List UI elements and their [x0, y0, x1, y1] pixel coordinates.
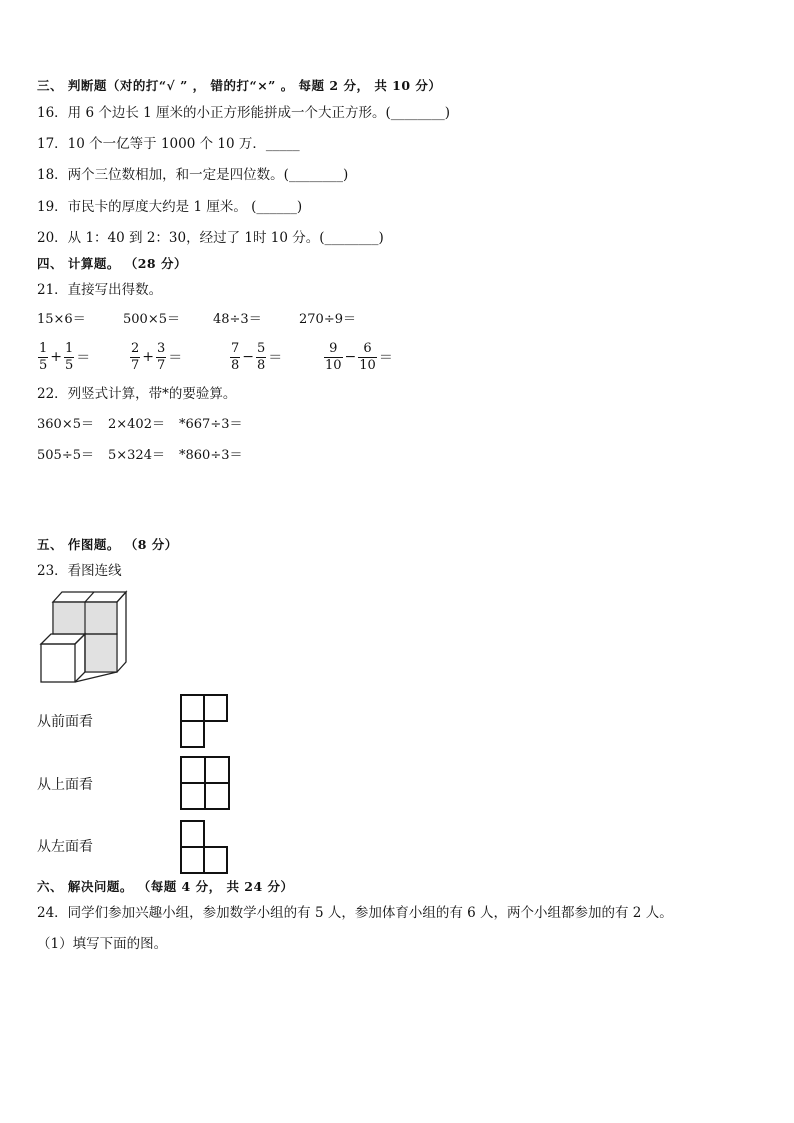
fraction-expression: $\frac{2}{7}$ + $\frac{3}{7}$ ＝ — [131, 340, 183, 373]
question-21: 21．直接写出得数。 — [37, 282, 163, 298]
question-18: 18．两个三位数相加，和一定是四位数。(________) — [37, 167, 349, 183]
view-label-top: 从上面看 — [37, 777, 93, 793]
calc-item: 48÷3＝ — [213, 312, 262, 327]
view-label-left: 从左面看 — [37, 839, 93, 855]
question-17: 17．10 个一亿等于 1000 个 10 万．_____ — [37, 136, 300, 152]
fraction-expression: $\frac{9}{10}$ − $\frac{6}{10}$ ＝ — [325, 340, 393, 373]
fraction-row — [0, 337, 794, 377]
calc-item: 5×324＝ — [108, 448, 165, 463]
calc-item: *860÷3＝ — [179, 448, 243, 463]
question-22: 22．列竖式计算，带*的要验算。 — [37, 386, 237, 402]
question-23: 23．看图连线 — [37, 563, 122, 579]
calc-item: 505÷5＝ — [37, 448, 94, 463]
section-6-heading: 六、 解决问题。 （每题 4 分， 共 24 分） — [37, 879, 294, 894]
calc-item: 2×402＝ — [108, 417, 165, 432]
question-19: 19．市民卡的厚度大约是 1 厘米。 (______) — [37, 199, 303, 215]
calc-item: *667÷3＝ — [179, 417, 243, 432]
question-16: 16．用 6 个边长 1 厘米的小正方形能拼成一个大正方形。(________) — [37, 105, 451, 121]
view-option-a — [180, 694, 228, 748]
calc-item: 15×6＝ — [37, 312, 86, 327]
view-option-b — [180, 756, 230, 810]
calc-item: 360×5＝ — [37, 417, 94, 432]
calc-item: 500×5＝ — [123, 312, 180, 327]
view-option-c — [180, 820, 228, 874]
view-label-front: 从前面看 — [37, 714, 93, 730]
calc-item: 270÷9＝ — [299, 312, 356, 327]
section-5-heading: 五、 作图题。 （8 分） — [37, 537, 178, 552]
section-4-heading: 四、 计算题。 （28 分） — [37, 256, 187, 271]
question-24-part-1: （1）填写下面的图。 — [37, 936, 168, 952]
fraction-expression: $\frac{7}{8}$ − $\frac{5}{8}$ ＝ — [231, 340, 283, 373]
cube-stack-figure — [38, 588, 130, 686]
question-24: 24．同学们参加兴趣小组，参加数学小组的有 5 人，参加体育小组的有 6 人，两个小组都参加的有 2 人。 — [37, 905, 673, 921]
fraction-expression: $\frac{1}{5}$ + $\frac{1}{5}$ ＝ — [39, 340, 91, 373]
section-3-heading: 三、 判断题（对的打“√ ” ， 错的打“×” 。 每题 2 分， 共 10 分） — [37, 78, 442, 93]
question-20: 20．从 1：40 到 2：30，经过了 1时 10 分。(________) — [37, 230, 384, 246]
